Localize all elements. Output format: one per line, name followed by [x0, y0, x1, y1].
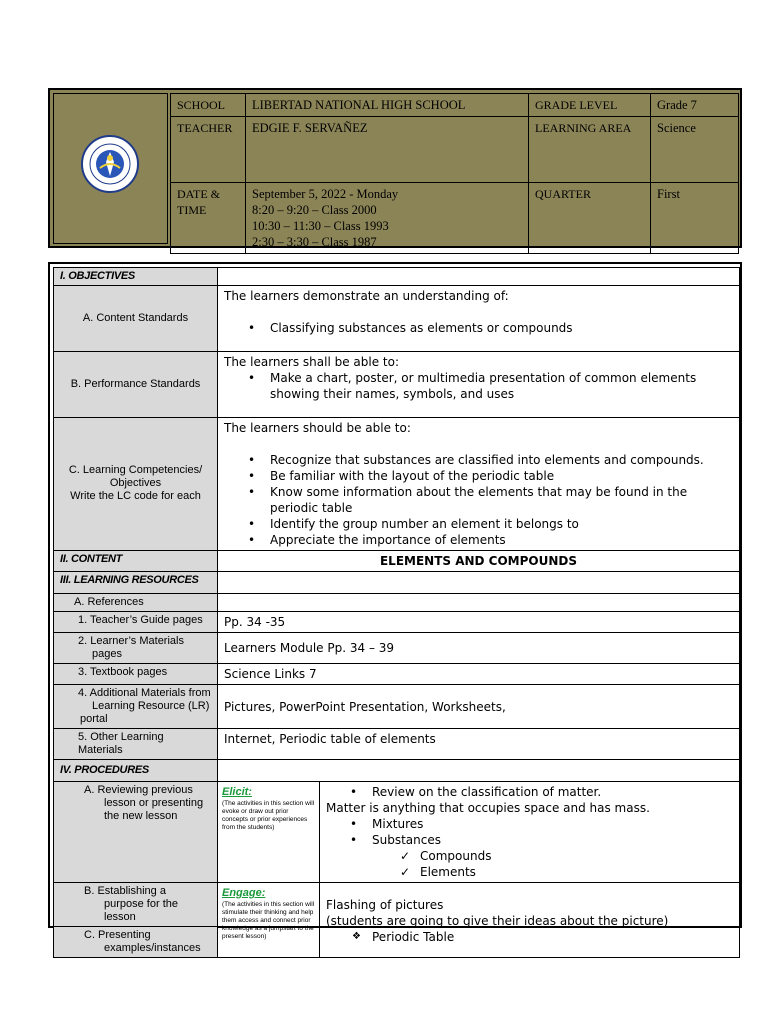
- content-standards-intro: The learners demonstrate an understanding of:: [224, 289, 509, 303]
- list-item: • Review on the classification of matter.: [372, 784, 733, 800]
- grade-value: Grade 7: [651, 94, 739, 117]
- area-value: Science: [651, 117, 739, 183]
- matter-types-list: [326, 816, 733, 848]
- date-value: [246, 183, 529, 254]
- elicit-cell: [218, 782, 320, 883]
- deped-seal-icon: [80, 134, 140, 194]
- teachers-guide-value: Pp. 34 -35: [218, 612, 740, 633]
- lm-label-line: 2. Learner’s Materials: [78, 635, 184, 647]
- learning-competencies-label: [54, 418, 218, 551]
- quarter-value: First: [651, 183, 739, 254]
- check-item: ✓ Elements: [326, 864, 733, 880]
- date-label-line: TIME: [177, 203, 207, 217]
- proc-label-line: the new lesson: [104, 810, 178, 822]
- content-standards-label: [54, 286, 218, 352]
- performance-standards-text: B. Performance Standards: [70, 377, 201, 390]
- content-value: ELEMENTS AND COMPOUNDS: [218, 551, 740, 572]
- presenting-examples-label: [54, 927, 218, 958]
- performance-standards-label: [54, 352, 218, 418]
- empty-cell: [218, 760, 740, 782]
- empty-cell: [218, 268, 740, 286]
- empty-cell: [218, 572, 740, 594]
- proc-label-line: A. Reviewing previous: [84, 784, 193, 796]
- list-item: • Classifying substances as elements or compounds: [270, 320, 733, 336]
- learners-materials-label: [54, 633, 218, 664]
- reviewing-lesson-cell: [320, 782, 740, 883]
- engage-title: Engage:: [222, 887, 266, 899]
- proc-label-line: B. Establishing a: [84, 885, 166, 897]
- flashing-pictures-text: Flashing of pictures: [326, 898, 444, 912]
- area-label: LEARNING AREA: [529, 117, 651, 183]
- review-list: [326, 784, 733, 800]
- proc-label-line: lesson: [104, 911, 136, 923]
- school-label: SCHOOL: [171, 94, 246, 117]
- elicit-title: Elicit:: [222, 786, 252, 798]
- grade-label: GRADE LEVEL: [529, 94, 651, 117]
- proc-label-line: purpose for the: [104, 898, 178, 910]
- school-value: LIBERTAD NATIONAL HIGH SCHOOL: [246, 94, 529, 117]
- proc-label-line: C. Presenting: [84, 929, 151, 941]
- learners-materials-value: Learners Module Pp. 34 – 39: [218, 633, 740, 664]
- periodic-table-item: ❖ Periodic Table: [326, 929, 733, 945]
- learning-resources-title: III. LEARNING RESOURCES: [54, 572, 218, 594]
- list-item: • Recognize that substances are classified into elements and compounds.: [270, 452, 733, 468]
- content-standards-text: A. Content Standards: [82, 311, 189, 324]
- textbook-value: Science Links 7: [218, 664, 740, 685]
- learning-competencies-intro: The learners should be able to:: [224, 421, 411, 435]
- performance-standards-intro: The learners shall be able to:: [224, 355, 400, 369]
- date-line: 8:20 – 9:20 – Class 2000: [252, 203, 377, 217]
- elicit-note: (The activities in this section will evoke or draw out prior concepts or prior experiences from the students): [222, 800, 315, 831]
- date-line: September 5, 2022 - Monday: [252, 187, 399, 201]
- list-item: • Identify the group number an element it belongs to: [270, 516, 733, 532]
- proc-label-line: examples/instances: [104, 942, 201, 954]
- lr-portal-value: Pictures, PowerPoint Presentation, Worksheets,: [218, 685, 740, 729]
- date-line: 2:30 – 3:30 – Class 1987: [252, 235, 377, 249]
- learning-competencies-list: [224, 452, 733, 548]
- reviewing-lesson-label: [54, 782, 218, 883]
- lr-label-line: portal: [80, 713, 108, 725]
- students-ideas-text: (students are going to give their ideas about the picture): [326, 914, 669, 928]
- lc-label-line: Objectives: [109, 476, 162, 489]
- purpose-cell: [320, 883, 740, 958]
- objectives-title: I. OBJECTIVES: [54, 268, 218, 286]
- lr-label-line: 4. Additional Materials from: [78, 687, 211, 699]
- list-item: • Substances: [372, 832, 733, 848]
- procedures-title: IV. PROCEDURES: [54, 760, 218, 782]
- list-item: • Be familiar with the layout of the periodic table: [270, 468, 733, 484]
- list-item: • Mixtures: [372, 816, 733, 832]
- learning-competencies-text: [60, 420, 211, 546]
- teacher-label: TEACHER: [171, 117, 246, 183]
- list-item: • Appreciate the importance of elements: [270, 532, 733, 548]
- empty-cell: [218, 594, 740, 612]
- lesson-table: [53, 267, 740, 958]
- teacher-value: EDGIE F. SERVAÑEZ: [246, 117, 529, 183]
- date-line: 10:30 – 11:30 – Class 1993: [252, 219, 389, 233]
- lesson-header: [48, 88, 742, 248]
- quarter-label: QUARTER: [529, 183, 651, 254]
- content-standards-list: [224, 320, 733, 336]
- textbook-label: 3. Textbook pages: [54, 664, 218, 685]
- references-label: A. References: [54, 594, 218, 612]
- engage-note: (The activities in this section will stimulate their thinking and help them access and connect prior knowledge as a jumpstart to the present lesson): [222, 901, 315, 940]
- engage-cell: [218, 883, 320, 958]
- proc-label-line: lesson or presenting: [104, 797, 204, 809]
- other-materials-value: Internet, Periodic table of elements: [218, 729, 740, 760]
- lm-label-line: pages: [92, 648, 122, 660]
- date-label-line: DATE &: [177, 187, 220, 201]
- seal-cell: [53, 93, 168, 244]
- list-item: • Make a chart, poster, or multimedia presentation of common elements showing their names, symbols, and uses: [270, 370, 733, 402]
- content-title: II. CONTENT: [54, 551, 218, 572]
- content-standards-cell: [218, 286, 740, 352]
- teachers-guide-label: 1. Teacher’s Guide pages: [54, 612, 218, 633]
- learning-competencies-cell: [218, 418, 740, 551]
- performance-standards-cell: [218, 352, 740, 418]
- date-label: [171, 183, 246, 254]
- check-item: ✓ Compounds: [326, 848, 733, 864]
- lr-portal-label: [54, 685, 218, 729]
- list-item: • Know some information about the elements that may be found in the periodic table: [270, 484, 733, 516]
- purpose-label: [54, 883, 218, 927]
- lesson-plan-body: [48, 262, 742, 954]
- lr-label-line: Learning Resource (LR): [92, 700, 210, 712]
- other-materials-label: 5. Other Learning Materials: [54, 729, 218, 760]
- lc-label-line: C. Learning Competencies/: [68, 463, 203, 476]
- lc-label-line: Write the LC code for each: [70, 489, 201, 502]
- matter-definition: Matter is anything that occupies space and has mass.: [326, 801, 650, 815]
- performance-standards-list: [224, 370, 733, 402]
- header-table: [170, 93, 739, 254]
